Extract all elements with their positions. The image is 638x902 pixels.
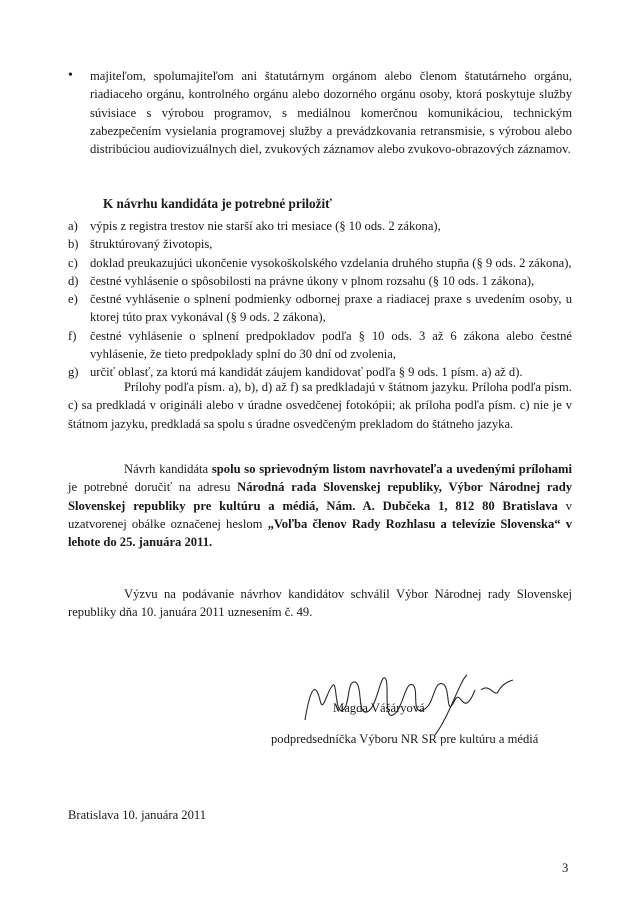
list-item (68, 272, 572, 290)
attachments-paragraph: Prílohy podľa písm. a), b), d) až f) sa predkladajú v štátnom jazyku. Príloha podľa písm. c) sa predkladá v origináli alebo v úradne osvedčenej fotokópii; ak príloha podľa písm. c) nie je v štátnom jazyku, predkladá sa spolu s úradne osvedčeným prekladom do štátneho jazyka. (68, 380, 572, 431)
requirements-list (68, 217, 572, 382)
list-marker: a) (68, 219, 78, 233)
list-item (68, 217, 572, 235)
signatory-name: Magda Vášáryová (333, 701, 425, 715)
list-item-text: určiť oblasť, za ktorú má kandidát záujem kandidovať podľa § 9 ods. 1 písm. a) až d). (90, 365, 523, 380)
place-and-date: Bratislava 10. januára 2011 (68, 808, 207, 822)
list-marker: b) (68, 237, 79, 252)
list-item-text: čestné vyhlásenie o splnení predpokladov podľa § 10 ods. 3 až 6 zákona alebo čestné vyhlásenie, že tieto predpoklady splní do 30 dní od zvolenia, (90, 328, 572, 362)
list-marker: f) (68, 328, 77, 343)
list-item (68, 290, 572, 327)
bullet-paragraph: majiteľom, spolumajiteľom ani štatutárnym orgánom alebo členom štatutárneho orgánu, riadiaceho orgánu, kontrolného orgánu alebo dozorného orgánu osoby, ktorá poskytuje služby súvisiace s výrobou programov, s mediálnou komerčnou komunikáciou, technickým zabezpečením vysielania programovej služby a prevádzkovania retransmisie, s výrobou alebo distribúciou audiovizuálnych diel, zvukových záznamov alebo zvukovo-obrazových záznamov. (90, 69, 572, 157)
section-heading: K návrhu kandidáta je potrebné priložiť (103, 196, 333, 211)
list-item-text: štruktúrovaný životopis, (90, 237, 213, 252)
list-item-text: čestné vyhlásenie o spôsobilosti na právne úkony v plnom rozsahu (§ 10 ods. 1 zákona), (90, 273, 535, 288)
submission-address: Národná rada Slovenskej republiky, Výbor Národnej rady Slovenskej republiky pre kultúru a médiá, Nám. A. Dubčeka 1, 812 80 Bratislava (68, 480, 573, 513)
list-item-text: doklad preukazujúci ukončenie vysokoškolského vzdelania druhého stupňa (§ 9 ods. 2 zákona), (90, 255, 572, 270)
page-number: 3 (562, 861, 569, 875)
list-item-text: čestné vyhlásenie o splnení podmienky odbornej praxe a riadiacej praxe s uvedením osoby, u ktorej túto prax vykonával (§ 9 ods. 2 zákona), (90, 292, 572, 325)
approval-paragraph: Výzvu na podávanie návrhov kandidátov schválil Výbor Národnej rady Slovenskej republiky dňa 10. januára 2011 uznesením č. 49. (68, 587, 572, 620)
bullet-marker: • (68, 68, 73, 83)
list-item (68, 235, 572, 253)
submission-paragraph (68, 460, 572, 551)
list-item-text: výpis z registra trestov nie starší ako tri mesiace (§ 10 ods. 2 zákona), (90, 219, 441, 233)
submission-deadline: „Voľba členov Rady Rozhlasu a televízie Slovenska“ v lehote do 25. januára 2011. (68, 516, 573, 550)
signatory-position: podpredsedníčka Výboru NR SR pre kultúru a médiá (271, 732, 539, 746)
submission-text: v uzatvorenej obálke označenej heslom (68, 498, 572, 531)
list-item (68, 254, 572, 272)
submission-text: Návrh kandidáta (124, 462, 212, 476)
list-marker: c) (68, 255, 78, 270)
submission-bold-text: spolu so sprievodným listom navrhovateľa a uvedenými prílohami (211, 462, 572, 476)
list-marker: g) (68, 365, 79, 380)
submission-text: je potrebné doručiť na adresu (68, 480, 238, 495)
list-marker: e) (68, 292, 78, 307)
list-item (68, 327, 572, 364)
list-marker: d) (68, 273, 79, 288)
